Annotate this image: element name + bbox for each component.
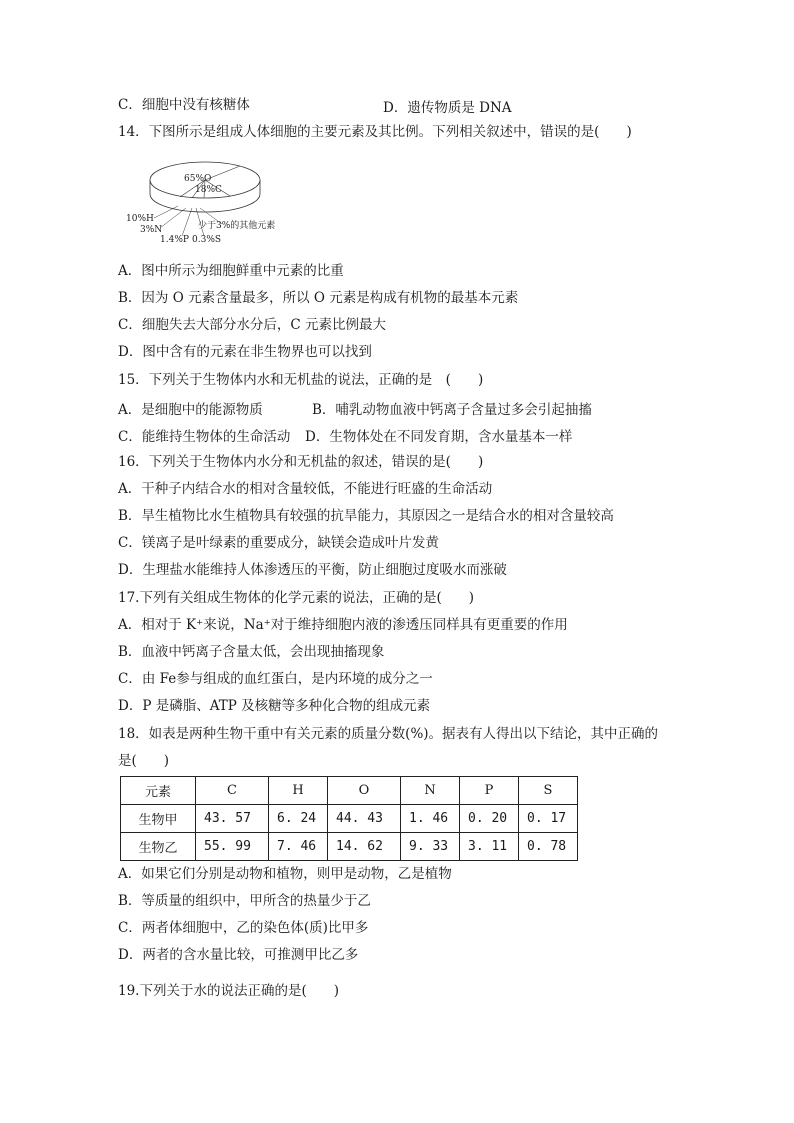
table-cell: 14. 62 bbox=[328, 833, 401, 861]
q18-stem-line1: 18．如表是两种生物干重中有关元素的质量分数(%)。据表有人得出以下结论，其中正确的 bbox=[118, 726, 659, 742]
table-cell: 55. 99 bbox=[196, 833, 269, 861]
q17-option-c: C．由 Fe参与组成的血红蛋白，是内环境的成分之一 bbox=[118, 671, 433, 687]
table-header-cell: C bbox=[196, 777, 269, 805]
q15-stem: 15．下列关于生物体内水和无机盐的说法，正确的是 ( ) bbox=[118, 372, 484, 388]
q15-option-c: C．能维持生物体的生命活动 bbox=[118, 429, 291, 445]
table-cell: 44. 43 bbox=[328, 805, 401, 833]
q16-option-b: B．旱生植物比水生植物具有较强的抗旱能力，其原因之一是结合水的相对含量较高 bbox=[118, 508, 614, 524]
q14-stem: 14．下图所示是组成人体细胞的主要元素及其比例。下列相关叙述中，错误的是( ) bbox=[118, 124, 632, 140]
q14-option-a: A．图中所示为细胞鲜重中元素的比重 bbox=[118, 263, 344, 279]
pie-label-o: 65%O bbox=[184, 174, 212, 184]
q18-option-c: C．两者体细胞中，乙的染色体(质)比甲多 bbox=[118, 920, 369, 936]
table-header-cell: O bbox=[328, 777, 401, 805]
table-header-row bbox=[121, 777, 578, 805]
q17-option-b: B．血液中钙离子含量太低，会出现抽搐现象 bbox=[118, 644, 385, 660]
pie-label-s: 0.3%S bbox=[192, 235, 222, 245]
table-cell: 0. 20 bbox=[460, 805, 519, 833]
q13-option-c: C．细胞中没有核糖体 bbox=[118, 97, 250, 113]
q18-element-table bbox=[120, 776, 578, 861]
table-row bbox=[121, 805, 578, 833]
q14-option-b: B．因为 O 元素含量最多，所以 O 元素是构成有机物的最基本元素 bbox=[118, 290, 519, 306]
table-cell: 7. 46 bbox=[269, 833, 328, 861]
q17-option-a: A．相对于 K⁺来说，Na⁺对于维持细胞内液的渗透压同样具有更重要的作用 bbox=[118, 617, 568, 633]
q18-stem-line2: 是( ) bbox=[118, 753, 170, 769]
table-cell: 0. 78 bbox=[519, 833, 578, 861]
pie-label-n: 3%N bbox=[140, 225, 163, 235]
table-cell: 3. 11 bbox=[460, 833, 519, 861]
q18-option-d: D．两者的含水量比较，可推测甲比乙多 bbox=[118, 947, 359, 963]
q13-option-d: D．遗传物质是 DNA bbox=[383, 100, 512, 116]
q16-option-d: D．生理盐水能维持人体渗透压的平衡，防止细胞过度吸水而涨破 bbox=[118, 562, 507, 578]
table-header-cell: P bbox=[460, 777, 519, 805]
q14-option-c: C．细胞失去大部分水分后，C 元素比例最大 bbox=[118, 317, 386, 333]
table-cell: 6. 24 bbox=[269, 805, 328, 833]
q16-option-c: C．镁离子是叶绿素的重要成分，缺镁会造成叶片发黄 bbox=[118, 535, 439, 551]
table-header-cell: 元素 bbox=[121, 777, 196, 805]
q16-stem: 16．下列关于生物体内水分和无机盐的叙述，错误的是( ) bbox=[118, 454, 484, 470]
table-cell: 1. 46 bbox=[401, 805, 460, 833]
table-cell: 生物甲 bbox=[121, 805, 196, 833]
q15-option-d: D．生物体处在不同发育期，含水量基本一样 bbox=[305, 429, 573, 445]
q17-option-d: D．P 是磷脂、ATP 及核糖等多种化合物的组成元素 bbox=[118, 698, 431, 714]
pie-label-p: 1.4%P bbox=[160, 235, 189, 245]
table-cell: 生物乙 bbox=[121, 833, 196, 861]
q15-option-a: A．是细胞中的能源物质 bbox=[118, 402, 263, 418]
q18-option-b: B．等质量的组织中，甲所含的热量少于乙 bbox=[118, 893, 371, 909]
table-row bbox=[121, 833, 578, 861]
q17-stem: 17.下列有关组成生物体的化学元素的说法，正确的是( ) bbox=[118, 590, 475, 606]
table-cell: 9. 33 bbox=[401, 833, 460, 861]
table-header-cell: N bbox=[401, 777, 460, 805]
pie-label-other: 少于3%的其他元素 bbox=[198, 221, 276, 231]
pie-label-h: 10%H bbox=[126, 214, 154, 224]
pie-label-c: 18%C bbox=[195, 185, 222, 195]
table-header-cell: S bbox=[519, 777, 578, 805]
q14-element-pie-figure bbox=[120, 156, 300, 246]
q16-option-a: A．干种子内结合水的相对含量较低，不能进行旺盛的生命活动 bbox=[118, 481, 493, 497]
table-header-cell: H bbox=[269, 777, 328, 805]
q19-stem: 19.下列关于水的说法正确的是( ) bbox=[118, 983, 340, 999]
table-cell: 43. 57 bbox=[196, 805, 269, 833]
table-cell: 0. 17 bbox=[519, 805, 578, 833]
q14-option-d: D．图中含有的元素在非生物界也可以找到 bbox=[118, 344, 372, 360]
q15-option-b: B．哺乳动物血液中钙离子含量过多会引起抽搐 bbox=[312, 402, 592, 418]
q18-option-a: A．如果它们分别是动物和植物，则甲是动物，乙是植物 bbox=[118, 866, 452, 882]
